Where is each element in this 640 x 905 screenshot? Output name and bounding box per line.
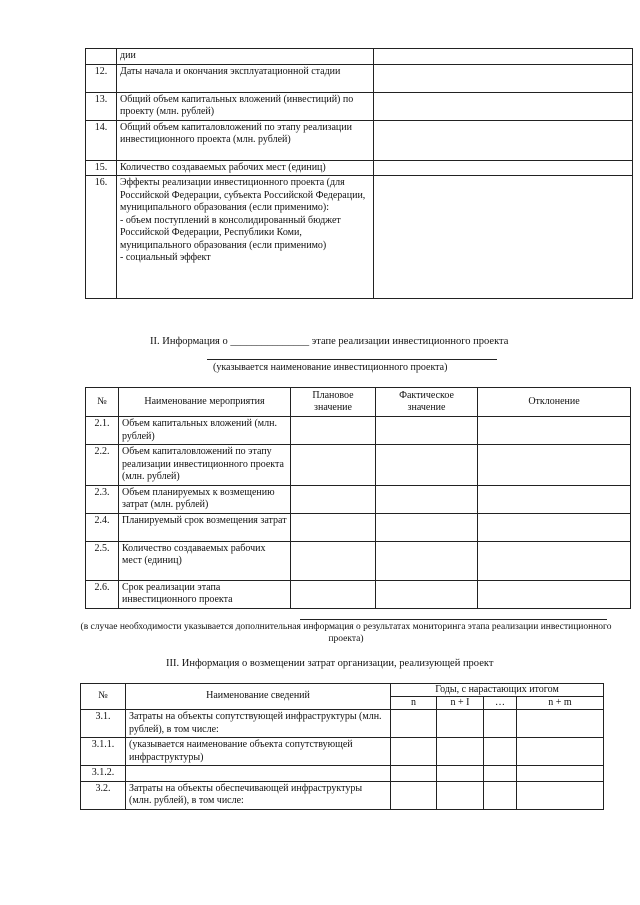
planned-cell[interactable]	[291, 445, 376, 486]
row-text: Общий объем капиталовложений по этапу реализации инвестиционного проекта (млн. рублей)	[117, 120, 374, 160]
header-name: Наименование мероприятия	[119, 388, 291, 417]
header-year-ellipsis: …	[484, 697, 517, 710]
row-text: Количество создаваемых рабочих мест (единиц)	[119, 541, 291, 580]
value-cell[interactable]	[374, 64, 633, 92]
deviation-cell[interactable]	[478, 485, 631, 513]
row-text: Планируемый срок возмещения затрат	[119, 513, 291, 541]
table-row	[86, 485, 631, 513]
row-text: Затраты на объекты обеспечивающей инфраструктуры (млн. рублей), в том числе:	[126, 781, 391, 809]
table-header-row	[86, 388, 631, 417]
value-cell[interactable]	[374, 92, 633, 120]
header-year-n-plus-m: n + m	[517, 697, 604, 710]
row-number: 3.2.	[81, 781, 126, 809]
deviation-cell[interactable]	[478, 580, 631, 608]
table-row	[86, 445, 631, 486]
actual-cell[interactable]	[376, 417, 478, 445]
table-row	[81, 781, 604, 809]
stage-info-table	[85, 387, 631, 609]
deviation-cell[interactable]	[478, 417, 631, 445]
row-text: (указывается наименование объекта сопутствующей инфраструктуры)	[126, 738, 391, 766]
year-cell[interactable]	[391, 738, 437, 766]
year-cell[interactable]	[391, 710, 437, 738]
year-cell[interactable]	[437, 781, 484, 809]
row-number: 2.1.	[86, 417, 119, 445]
table-row	[86, 176, 633, 299]
header-number: №	[81, 684, 126, 710]
year-cell[interactable]	[391, 766, 437, 782]
table-header-row	[81, 684, 604, 697]
row-number: 12.	[86, 64, 117, 92]
row-number: 2.4.	[86, 513, 119, 541]
deviation-cell[interactable]	[478, 541, 631, 580]
table-row	[86, 160, 633, 176]
row-text: Количество создаваемых рабочих мест (единиц)	[117, 160, 374, 176]
row-text	[126, 766, 391, 782]
actual-cell[interactable]	[376, 580, 478, 608]
row-number: 13.	[86, 92, 117, 120]
planned-cell[interactable]	[291, 513, 376, 541]
year-cell[interactable]	[437, 710, 484, 738]
year-cell[interactable]	[484, 738, 517, 766]
year-cell[interactable]	[517, 766, 604, 782]
row-text: Общий объем капитальных вложений (инвестиций) по проекту (млн. рублей)	[117, 92, 374, 120]
row-text: Эффекты реализации инвестиционного проекта (для Российской Федерации, субъекта Российской Федерации, муниципального образования (если применимо): - объем поступлений в консолидированный бюджет Российской Федерации, Республики Коми, муниципального образования (если применимо) - социальный эффект	[117, 176, 374, 299]
year-cell[interactable]	[517, 710, 604, 738]
row-number: 3.1.	[81, 710, 126, 738]
row-text: дии	[117, 49, 374, 65]
row-number: 16.	[86, 176, 117, 299]
table-row	[81, 738, 604, 766]
year-cell[interactable]	[484, 766, 517, 782]
year-cell[interactable]	[484, 781, 517, 809]
actual-cell[interactable]	[376, 541, 478, 580]
table-row	[81, 710, 604, 738]
table-row	[86, 580, 631, 608]
row-number: 15.	[86, 160, 117, 176]
deviation-cell[interactable]	[478, 445, 631, 486]
project-info-table	[85, 48, 633, 299]
monitoring-note: (в случае необходимости указывается дополнительная информация о результатах мониторинга этапа реализации инвестиционного проекта)	[80, 622, 612, 644]
planned-cell[interactable]	[291, 417, 376, 445]
actual-cell[interactable]	[376, 485, 478, 513]
year-cell[interactable]	[391, 781, 437, 809]
planned-cell[interactable]	[291, 580, 376, 608]
row-number	[86, 49, 117, 65]
header-number: №	[86, 388, 119, 417]
row-text: Даты начала и окончания эксплуатационной стадии	[117, 64, 374, 92]
section-2-subtitle: (указывается наименование инвестиционного проекта)	[213, 362, 448, 373]
actual-cell[interactable]	[376, 513, 478, 541]
value-cell[interactable]	[374, 160, 633, 176]
actual-cell[interactable]	[376, 445, 478, 486]
row-number: 3.1.1.	[81, 738, 126, 766]
table-row	[86, 541, 631, 580]
header-year-n: n	[391, 697, 437, 710]
table-row	[81, 766, 604, 782]
section-3-title: III. Информация о возмещении затрат организации, реализующей проект	[166, 658, 494, 669]
table-row	[86, 92, 633, 120]
year-cell[interactable]	[437, 738, 484, 766]
section-2-title: II. Информация о _______________ этапе реализации инвестиционного проекта	[150, 336, 509, 347]
header-planned: Плановое значение	[291, 388, 376, 417]
row-number: 2.6.	[86, 580, 119, 608]
row-number: 3.1.2.	[81, 766, 126, 782]
row-number: 2.3.	[86, 485, 119, 513]
value-cell[interactable]	[374, 120, 633, 160]
value-cell[interactable]	[374, 176, 633, 299]
header-name: Наименование сведений	[126, 684, 391, 710]
year-cell[interactable]	[437, 766, 484, 782]
header-year-n-plus-1: n + I	[437, 697, 484, 710]
cost-reimbursement-table	[80, 683, 604, 810]
table-row	[86, 49, 633, 65]
note-line	[300, 619, 607, 620]
header-deviation: Отклонение	[478, 388, 631, 417]
row-text: Срок реализации этапа инвестиционного проекта	[119, 580, 291, 608]
row-text: Объем капиталовложений по этапу реализации инвестиционного проекта (млн. рублей)	[119, 445, 291, 486]
header-actual: Фактическое значение	[376, 388, 478, 417]
table-row	[86, 417, 631, 445]
divider	[207, 359, 497, 360]
table-row	[86, 64, 633, 92]
row-number: 14.	[86, 120, 117, 160]
header-years: Годы, с нарастающих итогом	[391, 684, 604, 697]
row-number: 2.5.	[86, 541, 119, 580]
table-row	[86, 513, 631, 541]
table-row	[86, 120, 633, 160]
planned-cell[interactable]	[291, 485, 376, 513]
year-cell[interactable]	[484, 710, 517, 738]
planned-cell[interactable]	[291, 541, 376, 580]
row-text: Затраты на объекты сопутствующей инфраструктуры (млн. рублей), в том числе:	[126, 710, 391, 738]
year-cell[interactable]	[517, 738, 604, 766]
value-cell[interactable]	[374, 49, 633, 65]
row-number: 2.2.	[86, 445, 119, 486]
row-text: Объем планируемых к возмещению затрат (млн. рублей)	[119, 485, 291, 513]
year-cell[interactable]	[517, 781, 604, 809]
row-text: Объем капитальных вложений (млн. рублей)	[119, 417, 291, 445]
deviation-cell[interactable]	[478, 513, 631, 541]
